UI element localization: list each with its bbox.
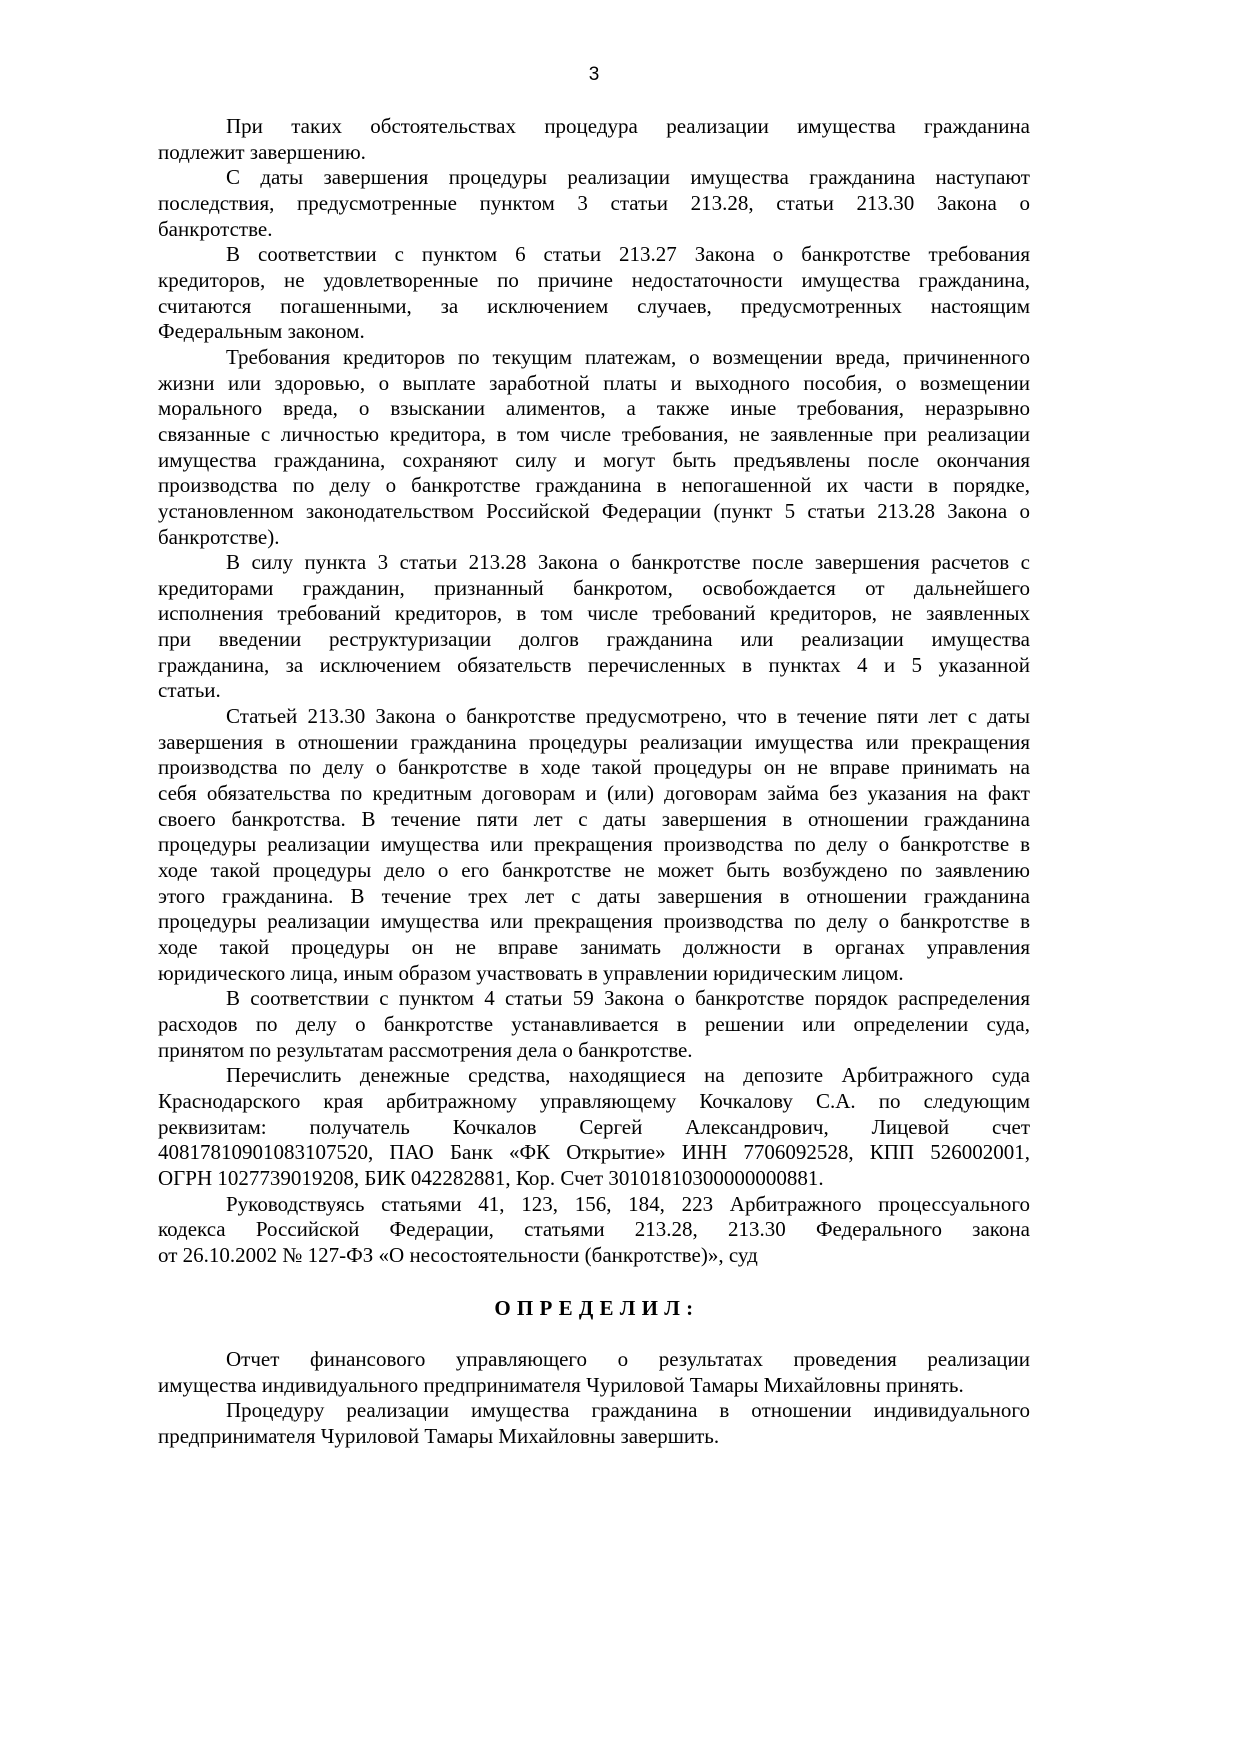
text-line: процедуры реализации имущества или прекращения производства по делу о банкротстве в: [158, 832, 1030, 857]
paragraph: [158, 986, 1030, 1063]
text-line: гражданина, за исключением обязательств перечисленных в пунктах 4 и 5 указанной: [158, 652, 1030, 677]
resolution-body: [158, 1347, 1030, 1450]
text-line: В силу пункта 3 статьи 213.28 Закона о банкротстве после завершения расчетов с: [226, 550, 1030, 575]
text-line: от 26.10.2002 № 127-ФЗ «О несостоятельности (банкротстве)», суд: [158, 1242, 758, 1267]
paragraph: [158, 165, 1030, 242]
text-line: подлежит завершению.: [158, 139, 366, 164]
text-line: этого гражданина. В течение трех лет с даты завершения в отношении гражданина: [158, 883, 1030, 908]
text-line: В соответствии с пунктом 6 статьи 213.27 Закона о банкротстве требования: [226, 242, 1030, 267]
text-line: С даты завершения процедуры реализации имущества гражданина наступают: [226, 165, 1030, 190]
paragraph: [158, 114, 1030, 165]
text-line: Федеральным законом.: [158, 319, 365, 344]
text-line: Процедуру реализации имущества гражданина в отношении индивидуального: [226, 1398, 1030, 1423]
text-line: Краснодарского края арбитражному управляющему Кочкалову С.А. по следующим: [158, 1088, 1030, 1113]
text-line: кредиторов, не удовлетворенные по причине недостаточности имущества гражданина,: [158, 267, 1030, 292]
text-line: расходов по делу о банкротстве устанавливается в решении или определении суда,: [158, 1011, 1030, 1036]
page-number: 3: [588, 64, 600, 85]
text-line: производства по делу о банкротстве в ходе такой процедуры он не вправе принимать на: [158, 755, 1030, 780]
text-line: своего банкротства. В течение пяти лет с даты завершения в отношении гражданина: [158, 806, 1030, 831]
text-line: процедуры реализации имущества или прекращения производства по делу о банкротстве в: [158, 909, 1030, 934]
paragraph: [158, 1063, 1030, 1191]
text-line: имущества гражданина, сохраняют силу и могут быть предъявлены после окончания: [158, 447, 1030, 472]
text-line: установленном законодательством Российской Федерации (пункт 5 статьи 213.28 Закона о: [158, 498, 1030, 523]
text-line: жизни или здоровью, о выплате заработной платы и выходного пособия, о возмещении: [158, 370, 1030, 395]
text-line: считаются погашенными, за исключением случаев, предусмотренных настоящим: [158, 293, 1030, 318]
text-line: Требования кредиторов по текущим платежам, о возмещении вреда, причиненного: [226, 344, 1030, 369]
text-line: статьи.: [158, 678, 221, 703]
text-line: банкротстве).: [158, 524, 280, 549]
text-line: исполнения требований кредиторов, в том числе требований кредиторов, не заявленных: [158, 601, 1030, 626]
paragraph: [158, 1398, 1030, 1449]
document-body: [158, 114, 1030, 1269]
text-line: ОГРН 1027739019208, БИК 042282881, Кор. Счет 30101810300000000881.: [158, 1165, 824, 1190]
section-heading: О П Р Е Д Е Л И Л :: [494, 1296, 694, 1320]
text-line: реквизитам: получатель Кочкалов Сергей Александрович, Лицевой счет: [158, 1114, 1030, 1139]
text-line: себя обязательства по кредитным договорам и (или) договорам займа без указания на факт: [158, 781, 1030, 806]
text-line: кодекса Российской Федерации, статьями 213.28, 213.30 Федерального закона: [158, 1217, 1030, 1242]
text-line: ходе такой процедуры он не вправе занимать должности в органах управления: [158, 935, 1030, 959]
text-line: завершения в отношении гражданина процедуры реализации имущества или прекращения: [158, 729, 1030, 754]
paragraph: [158, 1347, 1030, 1398]
text-line: Статьей 213.30 Закона о банкротстве предусмотрено, что в течение пяти лет с даты: [226, 704, 1030, 729]
text-line: кредиторами гражданин, признанный банкротом, освобождается от дальнейшего: [158, 575, 1030, 600]
text-line: имущества индивидуального предпринимателя Чуриловой Тамары Михайловны принять.: [158, 1372, 964, 1397]
text-line: При таких обстоятельствах процедура реализации имущества гражданина: [226, 114, 1030, 138]
text-line: 40817810901083107520, ПАО Банк «ФК Открытие» ИНН 7706092528, КПП 526002001,: [158, 1140, 1030, 1165]
text-line: ходе такой процедуры дело о его банкротстве не может быть возбуждено по заявлению: [158, 858, 1030, 883]
text-line: банкротстве.: [158, 216, 273, 241]
text-line: последствия, предусмотренные пунктом 3 статьи 213.28, статьи 213.30 Закона о: [158, 190, 1030, 215]
text-line: юридического лица, иным образом участвовать в управлении юридическим лицом.: [158, 960, 904, 985]
paragraph: [158, 1192, 1030, 1269]
text-line: производства по делу о банкротстве гражданина в непогашенной их части в порядке,: [158, 473, 1030, 498]
paragraph: [158, 242, 1030, 345]
text-line: Перечислить денежные средства, находящиеся на депозите Арбитражного суда: [226, 1063, 1030, 1088]
text-line: связанные с личностью кредитора, в том числе требования, не заявленные при реализации: [158, 421, 1030, 446]
paragraph: [158, 345, 1030, 550]
text-line: предпринимателя Чуриловой Тамары Михайловны завершить.: [158, 1423, 720, 1448]
paragraph: [158, 550, 1030, 704]
text-line: при введении реструктуризации долгов гражданина или реализации имущества: [158, 627, 1030, 652]
text-line: Руководствуясь статьями 41, 123, 156, 184, 223 Арбитражного процессуального: [226, 1191, 1030, 1216]
text-line: В соответствии с пунктом 4 статьи 59 Закона о банкротстве порядок распределения: [226, 986, 1030, 1011]
text-line: принятом по результатам рассмотрения дела о банкротстве.: [158, 1037, 693, 1062]
text-line: Отчет финансового управляющего о результатах проведения реализации: [226, 1347, 1030, 1371]
paragraph: [158, 704, 1030, 986]
text-line: морального вреда, о взыскании алиментов, а также иные требования, неразрывно: [158, 396, 1030, 421]
